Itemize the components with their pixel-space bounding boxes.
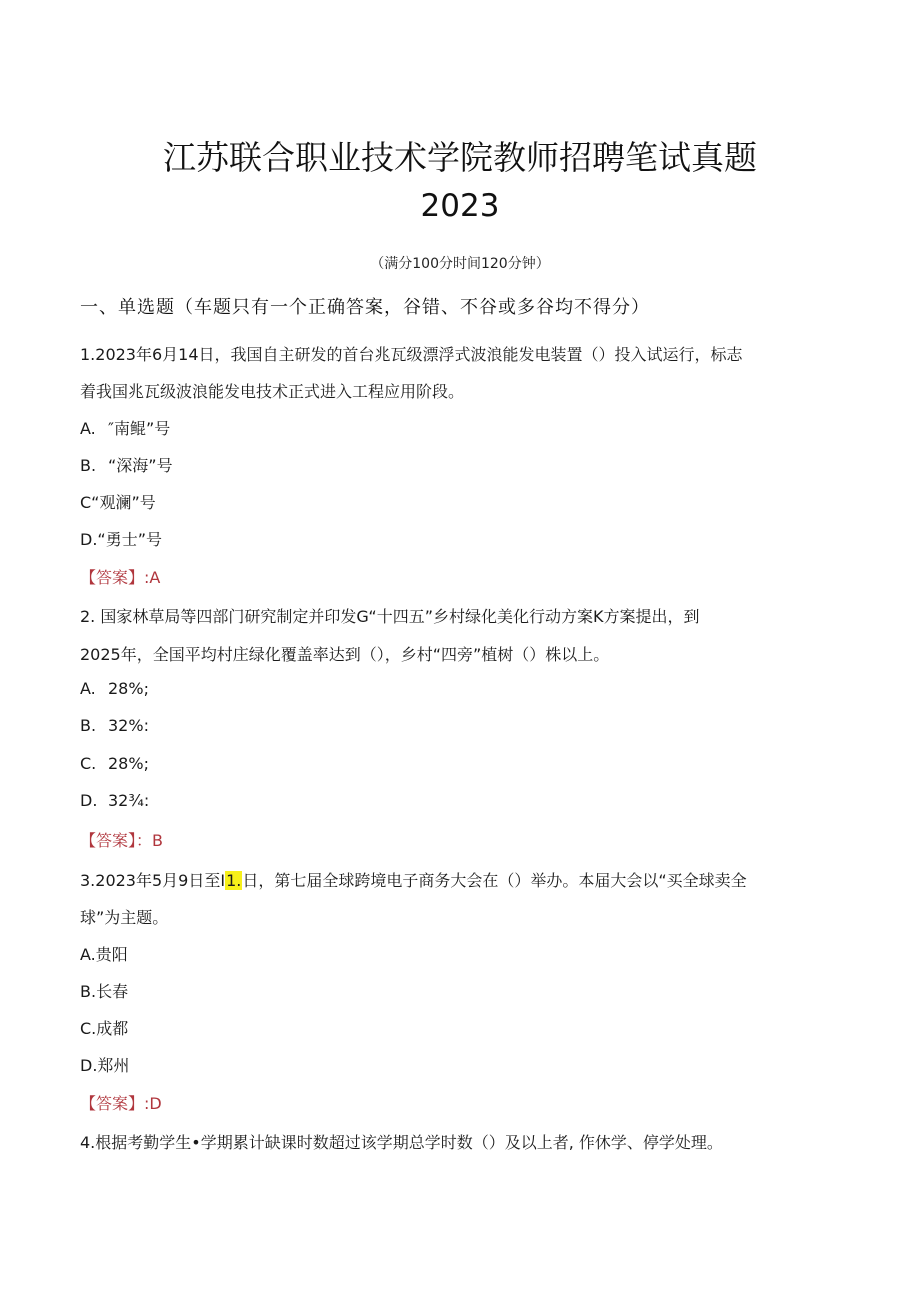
question-2-stem-line-2: 2025年，全国平均村庄绿化覆盖率达到（），乡村“四旁”植树（）株以上。 [80, 645, 610, 664]
option-text: 32¾: [108, 791, 150, 810]
option-text: 长春 [96, 982, 129, 1001]
section-heading: 一、单选题（车题只有一个正确答案，谷错、不谷或多谷均不得分） [80, 297, 650, 318]
option-text: 成都 [96, 1019, 129, 1038]
option-text: “勇士”号 [97, 530, 162, 549]
question-3-option-b [80, 979, 128, 1002]
option-letter: A. [80, 945, 96, 964]
option-letter: D. [80, 530, 98, 549]
question-2-answer: 【答案】：B [80, 831, 163, 850]
option-letter: C [80, 493, 92, 512]
question-1-option-d [80, 527, 162, 550]
question-3-stem-line-1 [80, 868, 747, 891]
question-4-stem-line-1: 4.根据考勤学生•学期累计缺课时数超过该学期总学时数（）及以上者, 作休学、停学处理。 [80, 1133, 723, 1152]
option-text: 28%; [108, 679, 149, 698]
stem-text: 3.2023年5月9日至I [80, 871, 226, 890]
option-letter: C. [80, 754, 97, 773]
option-letter: A. [80, 419, 96, 438]
option-text: “观澜”号 [91, 493, 156, 512]
question-3-stem-line-2: 球”为主题。 [80, 908, 169, 927]
option-letter: C. [80, 1019, 97, 1038]
question-1-option-b [80, 453, 173, 476]
option-letter: B. [80, 982, 97, 1001]
question-2-option-a [80, 679, 149, 698]
page-title-year: 2023 [420, 188, 500, 224]
question-3-answer: 【答案】:D [80, 1094, 162, 1113]
question-2-option-d [80, 791, 149, 810]
question-1-option-a [80, 416, 170, 439]
question-2-option-c [80, 754, 149, 773]
question-1-option-c [80, 490, 156, 513]
stem-text: 日，第七届全球跨境电子商务大会在（）举办。本届大会以“买全球卖全 [242, 871, 747, 890]
option-letter: D. [80, 1056, 98, 1075]
option-text: 28%; [108, 754, 149, 773]
question-3-option-a [80, 942, 128, 965]
question-1-stem-line-2: 着我国兆瓦级波浪能发电技术正式进入工程应用阶段。 [80, 382, 465, 401]
score-time-note: （满分100分时间120分钟） [370, 256, 550, 272]
option-letter: B. [80, 716, 97, 735]
question-2-stem-line-1: 2. 国家林草局等四部门研究制定并印发G“十四五”乡村绿化美化行动方案K方案提出，到 [80, 607, 700, 626]
question-3-option-d [80, 1053, 129, 1076]
option-letter: D. [80, 791, 98, 810]
option-text: “深海”号 [108, 456, 173, 475]
option-letter: A. [80, 679, 96, 698]
question-2-option-b [80, 716, 149, 735]
option-text: 32%: [108, 716, 149, 735]
question-1-stem-line-1: 1.2023年6月14日，我国自主研发的首台兆瓦级漂浮式波浪能发电装置（）投入试运行，标志 [80, 345, 743, 364]
option-letter: B. [80, 456, 97, 475]
page-title: 江苏联合职业技术学院教师招聘笔试真题 [163, 138, 757, 177]
option-text: 贵阳 [95, 945, 128, 964]
option-text: ″南鲲”号 [108, 419, 171, 438]
question-1-answer: 【答案】:A [80, 568, 161, 587]
option-text: 郑州 [97, 1056, 130, 1075]
question-3-option-c [80, 1016, 128, 1039]
highlighted-text: 1. [226, 871, 242, 890]
